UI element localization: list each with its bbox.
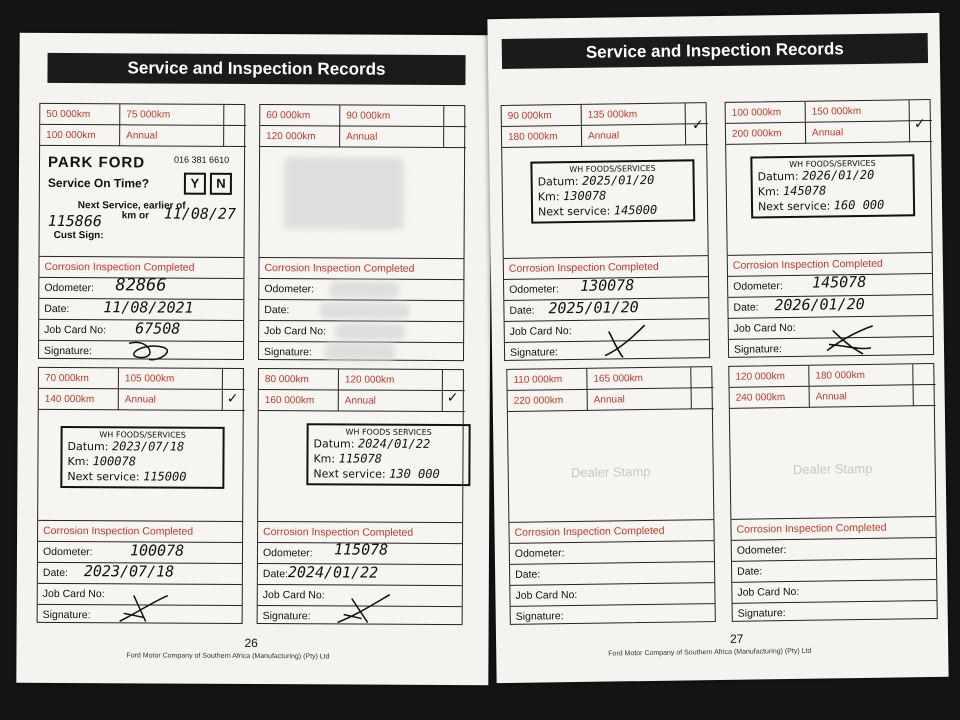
date-row [258, 563, 462, 585]
job-card-label: Job Card No: [262, 589, 325, 602]
check-cell [444, 106, 466, 127]
corrosion-label: Corrosion Inspection Completed [731, 516, 935, 540]
km-cell: 150 000km [806, 100, 910, 122]
check-cell [913, 364, 935, 385]
datum-label: Datum: [757, 169, 799, 184]
km-cell: Annual [119, 389, 223, 411]
km-cell: 90 000km [340, 105, 444, 127]
job-card-label: Job Card No: [264, 325, 327, 338]
km-label: Km: [313, 452, 336, 466]
redacted-stamp [284, 157, 404, 230]
km-interval-grid [502, 103, 707, 148]
km-cell: 120 000km [729, 366, 809, 388]
left-page [16, 33, 491, 685]
odometer-row [728, 273, 932, 297]
date-value: 2023/07/18 [83, 562, 175, 581]
date-label: Date: [44, 302, 70, 316]
km-cell: 70 000km [39, 368, 119, 389]
km-cell: 100 000km [40, 125, 120, 146]
km-cell: 165 000km [587, 367, 691, 389]
km-cell: 100 000km [726, 102, 806, 124]
km-cell: 140 000km [39, 389, 119, 410]
corrosion-label: Corrosion Inspection Completed [509, 519, 713, 543]
km-interval-grid [729, 364, 934, 409]
redacted-value [319, 302, 409, 318]
next-service-label: Next Service, earlier of [77, 200, 186, 212]
odometer-value: 115078 [333, 540, 389, 559]
stamp-area [726, 142, 932, 255]
km-cell: 50 000km [40, 104, 120, 125]
service-record-box [725, 99, 935, 358]
job-card-label: Job Card No: [509, 325, 572, 338]
stamp-title: WH FOODS/SERVICES [569, 163, 656, 175]
stamp-area [502, 145, 708, 258]
km-interval-grid [260, 105, 464, 148]
next-service-label: Next service: [537, 204, 611, 219]
check-cell [224, 105, 246, 126]
odometer-row [732, 537, 936, 561]
signature-label: Signature: [264, 346, 312, 359]
km-interval-grid [259, 369, 463, 412]
odometer-value: 145078 [811, 272, 867, 292]
datum-value: 2023/07/18 [111, 439, 185, 454]
datum-label: Datum: [537, 174, 579, 189]
job-card-label: Job Card No: [515, 588, 578, 602]
page-number: 26 [244, 635, 258, 651]
date-row [728, 294, 932, 318]
dealer-name: PARK FORD [47, 153, 146, 172]
km-cell: 180 000km [809, 364, 913, 386]
km-cell: 75 000km [120, 104, 224, 126]
odometer-label: Odometer: [262, 547, 313, 560]
corrosion-label: Corrosion Inspection Completed [258, 521, 462, 543]
km-cell: 120 000km [339, 369, 443, 391]
date-label: Date: [262, 568, 289, 581]
page-footer: Ford Motor Company of Southern Africa (Manufacturing) (Pty) Ltd [126, 652, 330, 661]
handwritten-next-km: 115866 [47, 211, 102, 231]
km-cell: Annual [806, 121, 910, 143]
signature-row [505, 339, 709, 363]
date-row [732, 558, 936, 582]
odometer-row [510, 540, 714, 564]
handwritten-next-date: 11/08/27 [163, 204, 237, 223]
signature-scribble [601, 323, 652, 364]
check-cell [910, 115, 932, 142]
check-cell [224, 126, 246, 147]
signature-scribble [819, 324, 879, 359]
signature-label: Signature: [737, 607, 786, 620]
date-row [38, 562, 242, 584]
check-cell [223, 369, 245, 390]
service-record-box [38, 103, 245, 360]
km-value: 115078 [338, 451, 383, 466]
page-header: Service and Inspection Records [502, 33, 928, 69]
corrosion-label: Corrosion Inspection Completed [38, 520, 242, 542]
next-service-label: Next service: [757, 199, 831, 214]
km-value: 130078 [562, 188, 607, 204]
km-interval-grid [39, 368, 243, 411]
stamp-area [260, 147, 465, 258]
signature-row [39, 340, 243, 362]
odometer-label: Odometer: [733, 280, 783, 293]
stamp-area [38, 410, 243, 521]
km-cell: Annual [582, 124, 686, 146]
signature-row [38, 604, 242, 626]
signature-scribble [119, 337, 179, 363]
corrosion-label: Corrosion Inspection Completed [259, 257, 463, 279]
signature-label: Signature: [733, 343, 782, 356]
date-label: Date: [42, 566, 69, 580]
km-cell: Annual [120, 125, 224, 147]
km-cell: 105 000km [119, 368, 223, 390]
km-cell: 120 000km [260, 126, 340, 147]
check-cell [692, 388, 714, 409]
stamp-next-line [313, 466, 463, 482]
stamp-title: WH FOODS/SERVICES [789, 158, 876, 169]
corrosion-label: Corrosion Inspection Completed [504, 255, 708, 279]
km-interval-grid [726, 100, 931, 145]
signature-row [511, 603, 715, 627]
service-record-box [506, 366, 716, 625]
km-cell: Annual [810, 385, 914, 407]
dealer-stamp-placeholder: Dealer Stamp [570, 463, 651, 481]
date-label: Date: [515, 568, 541, 581]
date-value: 11/08/2021 [103, 298, 194, 317]
odometer-row [259, 278, 463, 300]
odometer-row [38, 541, 242, 563]
service-stamp [750, 154, 915, 218]
km-cell: 220 000km [508, 390, 588, 412]
km-value: 100078 [92, 454, 136, 469]
stamp-datum-line [67, 439, 217, 455]
next-service-value: 160 000 [833, 197, 885, 213]
date-row [510, 561, 714, 585]
signature-row [259, 341, 463, 363]
km-cell: Annual [340, 126, 444, 148]
job-card-row [259, 320, 463, 342]
service-on-time-label: Service On Time? [47, 175, 150, 191]
stamp-title: WH FOODS/SERVICES [99, 430, 186, 440]
job-card-label: Job Card No: [42, 587, 105, 601]
odometer-value: 100078 [129, 541, 185, 560]
job-card-label: Job Card No: [737, 585, 800, 599]
km-cell: 110 000km [507, 369, 587, 391]
redacted-value [335, 323, 405, 339]
page-footer: Ford Motor Company of Southern Africa (Manufacturing) (Pty) Ltd [608, 647, 812, 658]
odometer-label: Odometer: [514, 547, 565, 560]
cust-sign-label: Cust Sign: [53, 229, 104, 242]
km-cell: 180 000km [502, 126, 582, 148]
km-label: Km: [757, 185, 780, 199]
service-record-box [501, 102, 711, 361]
odometer-value: 130078 [579, 276, 635, 295]
km-label: Km: [67, 455, 90, 469]
km-cell: Annual [339, 390, 443, 412]
redacted-value [325, 342, 395, 360]
date-row [39, 298, 243, 320]
odometer-value: 82866 [115, 275, 167, 296]
km-value: 145078 [782, 183, 827, 199]
stamp-area [40, 146, 245, 257]
signature-label: Signature: [515, 610, 564, 623]
check-mark-icon: ✓ [226, 389, 239, 406]
stamp-area [258, 411, 463, 522]
odometer-label: Odometer: [44, 281, 95, 295]
page-number: 27 [729, 631, 744, 646]
stamp-next-line [758, 197, 908, 214]
service-stamp [60, 426, 224, 489]
check-mark-icon: ✓ [446, 389, 459, 406]
km-label: Km: [537, 190, 560, 204]
stamp-next-line [538, 202, 688, 219]
yes-box: Y [184, 173, 206, 195]
signature-scribble [114, 591, 174, 625]
page-header: Service and Inspection Records [47, 53, 465, 85]
datum-value: 2026/01/20 [801, 167, 875, 183]
signature-label: Signature: [42, 608, 91, 622]
date-label: Date: [264, 304, 290, 317]
service-record-box [37, 367, 244, 624]
service-stamp [530, 159, 695, 223]
stamp-datum-line [314, 436, 464, 452]
odometer-label: Odometer: [509, 283, 559, 296]
job-card-label: Job Card No: [733, 321, 796, 335]
check-cell [223, 390, 245, 411]
check-cell [691, 367, 713, 388]
no-box: N [210, 173, 232, 195]
km-or-label: km or [121, 210, 150, 222]
date-value: 2025/01/20 [548, 298, 639, 318]
datum-label: Datum: [67, 440, 109, 454]
odometer-row [39, 277, 243, 299]
check-mark-icon: ✓ [913, 115, 926, 132]
next-service-label: Next service: [67, 470, 140, 484]
stamp-area [508, 409, 714, 522]
dealer-phone: 016 381 6610 [174, 154, 230, 165]
km-cell: 90 000km [502, 105, 582, 127]
odometer-row [504, 276, 708, 300]
km-cell: 80 000km [259, 369, 339, 390]
job-card-value: 67508 [135, 319, 181, 338]
job-card-row [732, 579, 936, 603]
odometer-label: Odometer: [264, 283, 315, 296]
corrosion-label: Corrosion Inspection Completed [728, 252, 932, 276]
right-page [487, 13, 948, 683]
signature-label: Signature: [262, 610, 311, 623]
signature-label: Signature: [44, 344, 92, 358]
signature-row [733, 600, 937, 624]
date-label: Date: [733, 301, 759, 314]
next-service-label: Next service: [313, 467, 386, 481]
date-value: 2024/01/22 [287, 563, 379, 582]
next-service-value: 130 000 [389, 466, 440, 481]
odometer-label: Odometer: [42, 545, 93, 559]
check-cell [914, 385, 936, 406]
datum-label: Datum: [313, 437, 355, 451]
job-card-label: Job Card No: [44, 323, 107, 337]
km-cell: 240 000km [730, 387, 810, 409]
date-value: 2026/01/20 [774, 294, 865, 315]
date-row [259, 299, 463, 321]
datum-value: 2024/01/22 [357, 436, 431, 451]
stamp-area [730, 406, 936, 519]
stamp-km-line [313, 451, 463, 467]
odometer-label: Odometer: [736, 544, 787, 557]
service-record-box [728, 363, 938, 622]
stamp-title: WH FOODS SERVICES [345, 427, 432, 437]
signature-row [729, 336, 933, 360]
km-cell: 135 000km [582, 103, 686, 125]
check-cell [686, 116, 708, 145]
stamp-km-line [67, 454, 217, 470]
odometer-row [258, 542, 462, 564]
dealer-stamp-placeholder: Dealer Stamp [792, 460, 873, 477]
date-row [504, 297, 708, 321]
check-mark-icon: ✓ [691, 116, 704, 133]
stamp-next-line [67, 469, 217, 485]
corrosion-label: Corrosion Inspection Completed [39, 256, 243, 278]
redacted-value [329, 281, 399, 297]
service-record-box [258, 104, 465, 361]
date-label: Date: [737, 565, 763, 578]
dealer-stamp-park-ford [48, 152, 243, 253]
check-cell [443, 391, 465, 412]
service-record-box [257, 368, 464, 625]
km-interval-grid [507, 367, 712, 412]
signature-label: Signature: [509, 346, 559, 359]
next-service-value: 115000 [143, 469, 187, 484]
next-service-value: 145000 [613, 202, 658, 218]
km-cell: 160 000km [259, 390, 339, 411]
check-cell [444, 127, 466, 148]
job-card-row [510, 582, 714, 606]
km-interval-grid [40, 104, 244, 147]
datum-value: 2025/01/20 [581, 172, 655, 188]
signature-scribble [334, 592, 394, 626]
date-label: Date: [509, 304, 535, 317]
km-cell: 200 000km [726, 123, 806, 145]
service-stamp [306, 423, 470, 486]
km-cell: 60 000km [260, 105, 340, 126]
signature-row [258, 605, 462, 627]
km-cell: Annual [588, 388, 692, 410]
